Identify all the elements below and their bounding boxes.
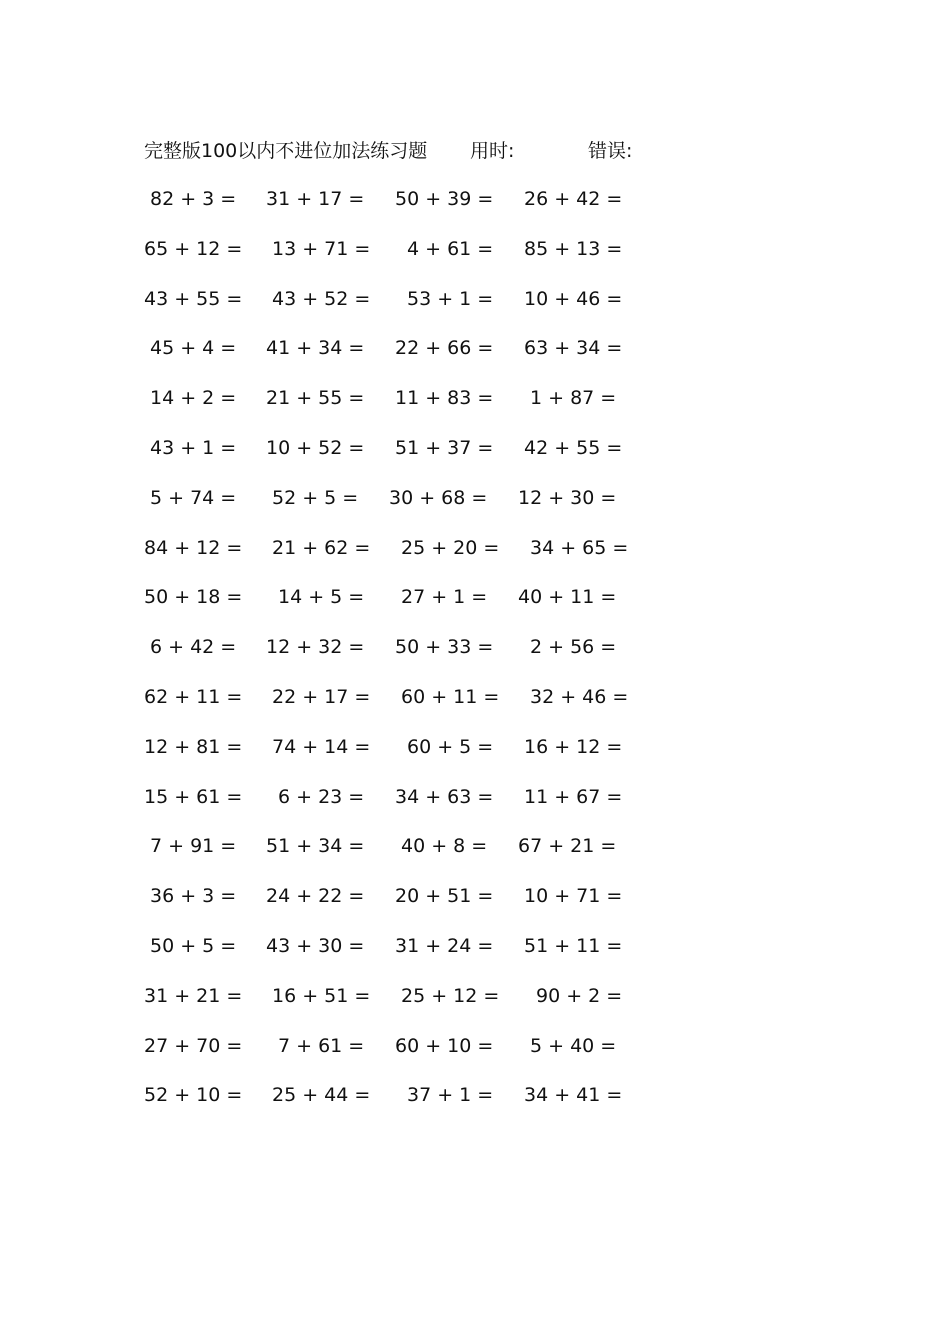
addition-problem: 6 + 42 = <box>150 636 237 659</box>
addition-problem: 40 + 11 = <box>518 586 617 609</box>
addition-problem: 27 + 70 = <box>144 1034 243 1057</box>
addition-problem: 21 + 55 = <box>266 387 365 410</box>
addition-problem: 51 + 37 = <box>395 436 494 459</box>
addition-problem: 43 + 52 = <box>272 287 371 310</box>
addition-problem: 60 + 11 = <box>401 685 500 708</box>
problem-row <box>0 483 950 533</box>
addition-problem: 5 + 74 = <box>150 486 237 509</box>
problem-row <box>0 582 950 632</box>
addition-problem: 12 + 81 = <box>144 735 243 758</box>
addition-problem: 85 + 13 = <box>524 237 623 260</box>
addition-problem: 50 + 5 = <box>150 934 237 957</box>
problem-row <box>0 732 950 782</box>
addition-problem: 25 + 12 = <box>401 984 500 1007</box>
addition-problem: 12 + 32 = <box>266 636 365 659</box>
problem-row <box>0 632 950 682</box>
addition-problem: 41 + 34 = <box>266 337 365 360</box>
addition-problem: 32 + 46 = <box>530 685 629 708</box>
addition-problem: 50 + 18 = <box>144 586 243 609</box>
addition-problem: 13 + 71 = <box>272 237 371 260</box>
addition-problem: 21 + 62 = <box>272 536 371 559</box>
addition-problem: 25 + 20 = <box>401 536 500 559</box>
addition-problem: 30 + 68 = <box>389 486 488 509</box>
addition-problem: 62 + 11 = <box>144 685 243 708</box>
addition-problem: 7 + 61 = <box>278 1034 365 1057</box>
addition-problem: 45 + 4 = <box>150 337 237 360</box>
addition-problem: 82 + 3 = <box>150 188 237 210</box>
addition-problem: 67 + 21 = <box>518 835 617 858</box>
addition-problem: 31 + 17 = <box>266 188 365 210</box>
problem-row <box>0 284 950 334</box>
addition-problem: 84 + 12 = <box>144 536 243 559</box>
addition-problem: 16 + 51 = <box>272 984 371 1007</box>
addition-problem: 60 + 10 = <box>395 1034 494 1057</box>
addition-problem: 22 + 66 = <box>395 337 494 360</box>
addition-problem: 31 + 21 = <box>144 984 243 1007</box>
addition-problem: 24 + 22 = <box>266 885 365 908</box>
problem-row <box>0 234 950 284</box>
addition-problem: 14 + 2 = <box>150 387 237 410</box>
problem-row <box>0 184 950 234</box>
addition-problem: 51 + 11 = <box>524 934 623 957</box>
addition-problem: 50 + 33 = <box>395 636 494 659</box>
addition-problem: 14 + 5 = <box>278 586 365 609</box>
addition-problem: 5 + 40 = <box>530 1034 617 1057</box>
addition-problem: 34 + 65 = <box>530 536 629 559</box>
addition-problem: 15 + 61 = <box>144 785 243 808</box>
addition-problem: 10 + 46 = <box>524 287 623 310</box>
addition-problem: 43 + 30 = <box>266 934 365 957</box>
addition-problem: 40 + 8 = <box>401 835 488 858</box>
problem-row <box>0 931 950 981</box>
addition-problem: 90 + 2 = <box>536 984 623 1007</box>
addition-problem: 11 + 83 = <box>395 387 494 410</box>
addition-problem: 74 + 14 = <box>272 735 371 758</box>
addition-problem: 10 + 52 = <box>266 436 365 459</box>
addition-problem: 50 + 39 = <box>395 188 494 210</box>
addition-problem: 2 + 56 = <box>530 636 617 659</box>
addition-problem: 53 + 1 = <box>407 287 494 310</box>
problem-row <box>0 383 950 433</box>
problem-row <box>0 333 950 383</box>
time-used-label: 用时: <box>470 140 515 162</box>
problem-row <box>0 433 950 483</box>
errors-label: 错误: <box>588 140 633 162</box>
addition-problem: 37 + 1 = <box>407 1084 494 1107</box>
problem-row <box>0 831 950 881</box>
addition-problem: 31 + 24 = <box>395 934 494 957</box>
addition-problem: 52 + 5 = <box>272 486 359 509</box>
addition-problem: 43 + 55 = <box>144 287 243 310</box>
addition-problem: 43 + 1 = <box>150 436 237 459</box>
addition-problem: 42 + 55 = <box>524 436 623 459</box>
problem-row <box>0 881 950 931</box>
addition-problem: 1 + 87 = <box>530 387 617 410</box>
addition-problem: 27 + 1 = <box>401 586 488 609</box>
problem-row <box>0 682 950 732</box>
problem-row <box>0 1080 950 1130</box>
addition-problem: 34 + 63 = <box>395 785 494 808</box>
addition-problem: 11 + 67 = <box>524 785 623 808</box>
problem-row <box>0 533 950 583</box>
addition-problem: 16 + 12 = <box>524 735 623 758</box>
addition-problem: 20 + 51 = <box>395 885 494 908</box>
addition-problem: 36 + 3 = <box>150 885 237 908</box>
worksheet-title: 完整版100以内不进位加法练习题 <box>144 140 428 162</box>
addition-problem: 52 + 10 = <box>144 1084 243 1107</box>
addition-problem: 10 + 71 = <box>524 885 623 908</box>
addition-problem: 63 + 34 = <box>524 337 623 360</box>
addition-problem: 34 + 41 = <box>524 1084 623 1107</box>
addition-problem: 12 + 30 = <box>518 486 617 509</box>
problem-row <box>0 1031 950 1081</box>
addition-problem: 26 + 42 = <box>524 188 623 210</box>
addition-problem: 65 + 12 = <box>144 237 243 260</box>
addition-problem: 51 + 34 = <box>266 835 365 858</box>
addition-problem: 7 + 91 = <box>150 835 237 858</box>
problem-row <box>0 981 950 1031</box>
addition-problem: 4 + 61 = <box>407 237 494 260</box>
problem-grid <box>0 184 950 1130</box>
addition-problem: 22 + 17 = <box>272 685 371 708</box>
problem-row <box>0 782 950 832</box>
addition-problem: 6 + 23 = <box>278 785 365 808</box>
addition-problem: 25 + 44 = <box>272 1084 371 1107</box>
addition-problem: 60 + 5 = <box>407 735 494 758</box>
